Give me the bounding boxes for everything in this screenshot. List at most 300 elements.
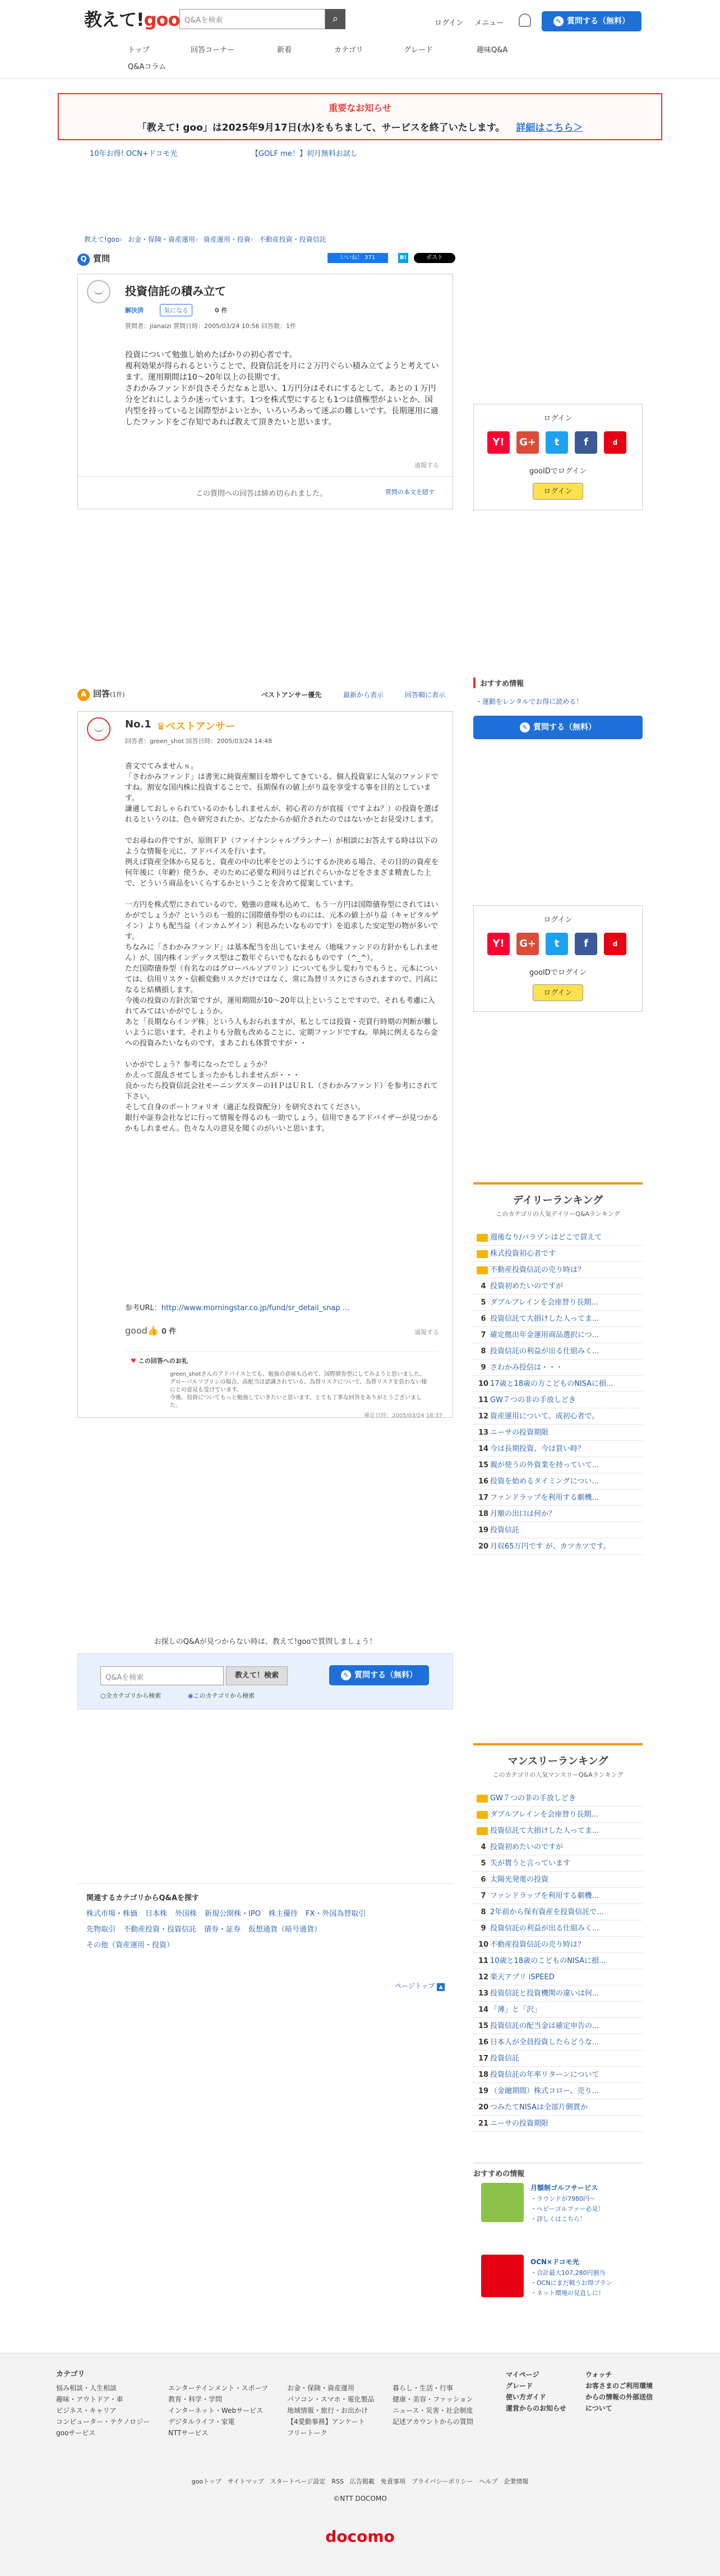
- ranking-item[interactable]: [473, 2050, 643, 2067]
- login-panel-2: [473, 905, 643, 1012]
- ranking-item[interactable]: [473, 1888, 643, 1904]
- ranking-item[interactable]: [473, 1229, 643, 1246]
- copyright: ©NTT DOCOMO: [333, 2495, 387, 2503]
- login-button-2[interactable]: ログイン: [533, 984, 583, 1001]
- watch-count: 0 件: [215, 307, 228, 314]
- crumb-invest[interactable]: 資産運用・投資: [203, 236, 251, 243]
- ranking-item-label: 投資初めたいのですが: [490, 1282, 564, 1291]
- rank-number: 13: [478, 1989, 489, 1998]
- twitter-login-icon[interactable]: t: [546, 431, 568, 454]
- crumb-money[interactable]: お金・保険・資産運用: [127, 236, 195, 243]
- bottom-ask-prompt: お探しのQ&Aが見つからない時は、教えて!gooで質問しましょう！: [154, 1638, 377, 1646]
- nav-hobby[interactable]: 趣味Q&A: [477, 46, 508, 54]
- best-label: ベストアンサー: [165, 721, 236, 732]
- ranking-item[interactable]: [473, 1343, 643, 1360]
- ranking-item-label: 不動産投資信託の売り時は？: [490, 1266, 585, 1274]
- rank-number: 12: [478, 1973, 489, 1981]
- rank-number: 17: [478, 2054, 489, 2063]
- related-categories: [77, 1883, 453, 1967]
- ranking-item-label: 投資信託の年率リターンについて: [490, 2071, 599, 2079]
- ranking-item[interactable]: [473, 1538, 643, 1555]
- thanks-body: green_shotさんのアドバイスとても、勉強の意味も込めて、国際債券型にしてみようと思いました。グローバルソブリンの場合、高配当は認識されている。為替リスクについて、為替リスクを負わない様にとの意見も受けています。 今後、投資についてもっと勉強していきたいと思います。とても丁寧な回答をありがとうございました。: [170, 1371, 427, 1409]
- crown-icon: [477, 1807, 490, 1823]
- arrow-up-icon: ▲: [437, 1983, 445, 1991]
- footer-bottom-link[interactable]: RSS: [331, 2478, 344, 2485]
- notice-title: 重要なお知らせ: [329, 103, 391, 113]
- footer-link[interactable]: コンピューター・テクノロジー: [56, 2418, 150, 2426]
- crown-icon: [477, 1229, 490, 1246]
- monthly-ranking-sub: このカテゴリの人気マンスリーQ&Aランキング: [492, 1771, 624, 1778]
- login-title-2: ログイン: [543, 916, 573, 924]
- ranking-item-label: ファンドラップを利用する劇機...: [490, 1892, 599, 1900]
- sidebar-ask-label: 質問する（無料）: [533, 723, 596, 732]
- thanks-label-text: この回答へのお礼: [138, 1357, 188, 1365]
- notice-detail-link[interactable]: 詳細はこちら＞: [516, 122, 583, 133]
- ranking-item[interactable]: [473, 1953, 643, 1969]
- ranking-item-label: 投資信託の利益が出る仕組みく...: [490, 1347, 599, 1356]
- logo-text: 教えて!: [84, 9, 144, 30]
- bottom-search-input[interactable]: Q&Aを検索: [100, 1666, 224, 1685]
- google-login-icon[interactable]: G+: [516, 431, 539, 454]
- pickup-link[interactable]: ・運動をレンタルでお得に読める！: [476, 698, 583, 706]
- rank-number: 16: [478, 1477, 489, 1486]
- ranking-item[interactable]: [473, 1376, 643, 1392]
- menu-link[interactable]: メニュー: [474, 19, 504, 27]
- ranking-item-label: 投資信託て大損けした人ってま...: [490, 1827, 599, 1835]
- question-meta: 質問者：jianaizi 質問日時：2005/03/24 10:56 回答数：1件: [125, 322, 297, 330]
- nav-category[interactable]: カテゴリ: [334, 46, 363, 54]
- bottom-search-button[interactable]: 教えて！検索: [226, 1666, 288, 1685]
- post-button[interactable]: ポスト: [414, 253, 455, 263]
- footer-link[interactable]: お客さまのご利用環境からの情報の外部送信について: [585, 2382, 653, 2412]
- ranking-item[interactable]: [473, 1490, 643, 1506]
- cat-link[interactable]: 不動産投資・投資信託: [123, 1925, 197, 1934]
- footer-link[interactable]: 使い方ガイド: [506, 2393, 546, 2401]
- docomo-login-icon[interactable]: d: [604, 933, 626, 955]
- hatena-button[interactable]: B!: [398, 253, 408, 263]
- ranking-item-label: ダブルブレインを会座替り長期...: [490, 1810, 598, 1819]
- ranking-item-label: ファンドラップを利用する劇機...: [490, 1494, 599, 1502]
- ad-link-golf[interactable]: 【GOLF me！】初月無料お試し: [251, 150, 358, 158]
- cat-link[interactable]: その他（資産運用・投資）: [86, 1941, 174, 1950]
- ranking-item-label: 投資を始めるタイミングについ...: [490, 1477, 599, 1486]
- ranking-item-label: 投資信託の利益が出る仕組みく...: [490, 1924, 599, 1933]
- ranking-item[interactable]: [473, 1506, 643, 1522]
- answer-section-header: [77, 688, 125, 702]
- footer-link[interactable]: インターネット・Webサービス: [168, 2407, 264, 2414]
- crumb-home[interactable]: 教えて!goo: [84, 236, 120, 243]
- footer-bottom-link[interactable]: ヘルプ: [479, 2478, 498, 2485]
- login-button[interactable]: ログイン: [533, 483, 583, 500]
- footer-link[interactable]: 教育・科学・学問: [168, 2395, 223, 2403]
- footer-link[interactable]: 健康・美容・ファッション: [393, 2395, 473, 2403]
- page-top-label: ページトップ: [395, 1982, 435, 1990]
- reference-url: [125, 1302, 349, 1312]
- pen-icon: ✎: [341, 1670, 351, 1680]
- rec-line: ・ヘビーゴルファー必見！: [530, 2205, 604, 2213]
- ranking-item-label: 株式投資初心者です: [490, 1250, 556, 1258]
- ranking-item-label: 10歳と18歳のこどものNISAに損...: [490, 1957, 606, 1965]
- ranking-item-label: 2年前から保有資産を投資信託で...: [490, 1908, 604, 1916]
- footer-col-title: カテゴリ: [56, 2370, 85, 2379]
- ranking-item-label: 日本人が全員投資したらどうな...: [490, 2038, 599, 2047]
- ranking-item[interactable]: [473, 1262, 643, 1278]
- footer-bottom-link[interactable]: 免責事項: [380, 2478, 405, 2485]
- ranking-item[interactable]: [473, 1790, 643, 1807]
- ranking-item[interactable]: [473, 1855, 643, 1872]
- rank-number: 7: [481, 1331, 486, 1339]
- thanks-label: [131, 1356, 188, 1365]
- rank-number: 5: [481, 1298, 486, 1307]
- footer-bottom-link[interactable]: 企業情報: [504, 2478, 529, 2485]
- google-login-icon[interactable]: G+: [516, 933, 539, 955]
- thumb-icon: 👍: [147, 1325, 159, 1336]
- page-top-link[interactable]: [395, 1981, 445, 1991]
- ranking-item-label: 今は長期投資、今は買い時？: [490, 1445, 585, 1453]
- login-title: ログイン: [543, 414, 573, 423]
- best-answer-badge: [156, 718, 236, 733]
- rank-number: 15: [478, 2022, 489, 2030]
- yahoo-login-icon[interactable]: Y!: [487, 431, 510, 454]
- rank-number: 10: [478, 1380, 489, 1388]
- ranking-item-label: 投資信託と投資機関の違いは何...: [490, 1989, 599, 1998]
- ranking-item-label: 失が貫うと言っています: [490, 1859, 571, 1868]
- header-links: [435, 17, 515, 27]
- ranking-item-label: ニーサの投資期限: [490, 2119, 549, 2128]
- ranking-item[interactable]: [473, 1920, 643, 1937]
- ranking-item[interactable]: [473, 1937, 643, 1953]
- footer-link[interactable]: ビジネス・キャリア: [56, 2407, 117, 2414]
- rank-number: 9: [481, 1363, 486, 1372]
- thanks-meta: 補足日時：2005/03/24 18:37: [364, 1413, 442, 1419]
- ranking-item[interactable]: [473, 2083, 643, 2099]
- answer-number: No.1: [125, 718, 151, 730]
- ask-question-button[interactable]: [542, 11, 641, 31]
- rank-number: 10: [478, 1941, 489, 1949]
- nav-grade[interactable]: グレード: [404, 46, 433, 54]
- ranking-item[interactable]: [473, 1457, 643, 1473]
- recommend-golf-title[interactable]: 月額制ゴルフサービス: [530, 2184, 598, 2192]
- ranking-item[interactable]: [473, 1823, 643, 1839]
- closed-notice: この質問への回答は締め切られました。: [196, 490, 327, 498]
- daily-ranking-sub: このカテゴリの人気デイリーQ&Aランキング: [496, 1210, 620, 1218]
- radio-all[interactable]: [100, 1691, 161, 1700]
- rank-number: 14: [478, 1445, 489, 1453]
- good-count: 0 件: [161, 1328, 177, 1336]
- rank-number: 14: [478, 2006, 489, 2014]
- rank-number: 5: [481, 1859, 486, 1868]
- rank-number: 13: [478, 1428, 489, 1437]
- ranking-item[interactable]: [473, 1904, 643, 1920]
- rec-line: ・ネット環境の見直しに！: [530, 2289, 604, 2297]
- rank-number: 20: [478, 1542, 489, 1551]
- docomo-login-icon[interactable]: d: [604, 431, 626, 454]
- ask-label: 質問する（無料）: [567, 17, 630, 26]
- sort-new[interactable]: 最新から表示: [343, 691, 384, 699]
- recommend-title: おすすめの情報: [473, 2163, 643, 2178]
- breadcrumb: 教えて!goo› お金・保険・資産運用› 資産運用・投資› 不動産投資・投資信託: [84, 236, 326, 243]
- ranking-item[interactable]: [473, 2034, 643, 2050]
- watch-button[interactable]: 気になる: [160, 304, 192, 316]
- bottom-ask-button[interactable]: [329, 1665, 429, 1685]
- footer-col-1: [56, 2369, 150, 2439]
- bottom-ask-panel: [77, 1653, 453, 1709]
- ranking-item[interactable]: [473, 2018, 643, 2034]
- ranking-item-label: 月額の出口は何か？: [490, 1510, 556, 1518]
- ranking-item-label: GW７つの非の手放しどき: [490, 1794, 576, 1803]
- search-input[interactable]: Q&Aを検索: [179, 9, 325, 29]
- answer-report-link[interactable]: 通報する: [414, 1329, 439, 1336]
- ad-link-ocn[interactable]: 10年お得! OCN+ドコモ光: [90, 150, 178, 158]
- crown-icon: ♛: [156, 721, 166, 732]
- ranking-item-label: ニーサの投資期限: [490, 1428, 549, 1437]
- ranking-item[interactable]: [473, 1392, 643, 1408]
- ranking-item[interactable]: [473, 1425, 643, 1441]
- answer-box: [77, 711, 453, 1418]
- cat-link[interactable]: 外国株: [175, 1910, 197, 1918]
- rank-number: 9: [481, 1924, 486, 1933]
- cat-link[interactable]: 新規公開株・IPO: [205, 1910, 261, 1918]
- footer-link[interactable]: お金・保険・資産運用: [287, 2384, 355, 2392]
- report-link[interactable]: 通報する: [414, 462, 439, 469]
- service-end-notice: [58, 93, 662, 140]
- ranking-item[interactable]: [473, 1969, 643, 1985]
- footer-link[interactable]: 記述アカウントからの質問: [393, 2418, 473, 2426]
- notice-body: 「教えて! goo」は2025年9月17日(水)をもちまして、サービスを終了いたします。: [137, 122, 505, 133]
- ranking-item-label: 月収65万円です が、カツカツです。: [490, 1542, 611, 1551]
- footer-link[interactable]: 地域情報・旅行・お出かけ: [287, 2407, 368, 2414]
- related-title: 関連するカテゴリからQ&Aを探す: [86, 1894, 199, 1902]
- radio-all-icon: ○: [100, 1692, 106, 1699]
- crown-icon: [477, 1246, 490, 1262]
- rank-number: 6: [481, 1875, 486, 1884]
- ranking-item[interactable]: [473, 1473, 643, 1490]
- footer-col-4: [393, 2383, 473, 2427]
- pickup-title: おすすめ情報: [473, 678, 643, 688]
- sidebar-ask-button[interactable]: [473, 716, 643, 739]
- rec-line: ・OCNにまだ戦うお得プラン: [530, 2279, 612, 2287]
- thanks-block: [125, 1351, 439, 1407]
- footer-link[interactable]: 暮らし・生活・行事: [393, 2384, 454, 2392]
- rank-number: 8: [481, 1908, 486, 1916]
- crown-icon: [477, 1262, 490, 1278]
- footer-link[interactable]: 【4愛動事務】アンケート: [287, 2418, 365, 2426]
- ranking-item[interactable]: [473, 1872, 643, 1888]
- facebook-login-icon[interactable]: f: [575, 431, 597, 454]
- footer-link[interactable]: エンターテインメント・スポーツ: [168, 2384, 268, 2392]
- ranking-item[interactable]: [473, 1278, 643, 1294]
- ranking-item-label: 投資信託: [490, 2054, 520, 2063]
- rank-number: 4: [481, 1843, 486, 1851]
- footer-link[interactable]: 運営からのお知らせ: [506, 2404, 566, 2412]
- nav-new[interactable]: 新着: [277, 46, 292, 54]
- ranking-item-label: さわかみ投信は・・・: [490, 1363, 564, 1372]
- footer-bottom-link[interactable]: gooトップ: [191, 2478, 221, 2485]
- heart-icon: ♥: [131, 1357, 136, 1365]
- monthly-ranking-title: マンスリーランキング: [507, 1755, 608, 1767]
- footer-bottom-links: [0, 2477, 720, 2486]
- question-title: 投資信託の積み立て: [125, 284, 226, 298]
- answer-meta: 回答者：green_shot 回答日時：2005/03/24 14:48: [125, 738, 273, 745]
- answer-count: (1件): [110, 691, 125, 698]
- ranking-item-label: 週後なり/パラゾンはどこで買えて: [490, 1233, 602, 1242]
- cat-link[interactable]: 株式市場・株価: [86, 1910, 138, 1918]
- ranking-item-label: 親が使うの外資業を持っていて...: [490, 1461, 599, 1469]
- rank-number: 11: [478, 1957, 489, 1965]
- ref-url-link[interactable]: http://www.morningstar.co.jp/fund/sr_detail_snap ...: [161, 1304, 350, 1312]
- rank-number: 7: [481, 1892, 486, 1900]
- rank-number: 4: [481, 1282, 486, 1291]
- rank-number: 18: [478, 1510, 489, 1518]
- ranking-item-label: 太陽光発電の投資: [490, 1875, 549, 1884]
- ranking-item[interactable]: [473, 1985, 643, 2002]
- ranking-item[interactable]: [473, 1408, 643, 1425]
- ocn-thumbnail[interactable]: [481, 2255, 524, 2297]
- site-logo[interactable]: [84, 6, 179, 31]
- nav-top[interactable]: トップ: [128, 46, 150, 54]
- footer-link[interactable]: マイページ: [506, 2371, 539, 2379]
- cat-link[interactable]: 債券・証券: [204, 1925, 241, 1934]
- status-badge: 解決済: [125, 307, 144, 314]
- radio-cat[interactable]: [188, 1691, 255, 1700]
- ranking-item[interactable]: [473, 1294, 643, 1311]
- rank-number: 17: [478, 1494, 489, 1502]
- cat-link[interactable]: 株主優待: [268, 1910, 298, 1918]
- footer-link[interactable]: グレード: [506, 2382, 533, 2390]
- ranking-item[interactable]: [473, 2067, 643, 2083]
- cat-link[interactable]: 仮想通貨（暗号通貨）: [248, 1925, 322, 1934]
- crumb-fund[interactable]: 不動産投資・投資信託: [259, 236, 326, 243]
- ranking-item[interactable]: [473, 2002, 643, 2018]
- nav-column[interactable]: Q&Aコラム: [128, 63, 167, 71]
- good-button[interactable]: [125, 1325, 176, 1336]
- avatar: [87, 717, 110, 741]
- footer-link[interactable]: gooサービス: [56, 2429, 96, 2437]
- rank-number: 15: [478, 1461, 489, 1469]
- ranking-item-label: 確定拠出年金運用商品選択につ...: [490, 1331, 599, 1339]
- footer-col-6: [585, 2369, 658, 2414]
- rank-number: 8: [481, 1347, 486, 1356]
- search-icon[interactable]: ⌕: [325, 9, 345, 29]
- bottom-ask-label: 質問する（無料）: [354, 1671, 417, 1680]
- rec-line: ・合計最大107,280円割当: [530, 2269, 606, 2277]
- ranking-item[interactable]: [473, 1807, 643, 1823]
- rank-number: 18: [478, 2071, 489, 2079]
- hide-body-link[interactable]: 質問の本文を隠す: [385, 489, 435, 496]
- like-button[interactable]: いいね！ 371: [327, 253, 388, 263]
- ranking-item-label: 17歳と18歳の方こどものNISAに損...: [490, 1380, 613, 1388]
- pen-icon: ✎: [520, 722, 530, 732]
- ranking-item[interactable]: [473, 2116, 643, 2132]
- ranking-item-label: 投資信託: [490, 1526, 520, 1534]
- avatar: [87, 280, 110, 303]
- sort-best[interactable]: ベストアンサー優先: [261, 691, 322, 699]
- rank-number: 11: [478, 1396, 489, 1404]
- ranking-item[interactable]: [473, 1360, 643, 1376]
- twitter-login-icon[interactable]: t: [546, 933, 568, 955]
- footer-link[interactable]: ウォッチ: [585, 2371, 612, 2379]
- question-section-header: [77, 252, 110, 267]
- related-row-3: [86, 1939, 182, 1950]
- rank-number: 20: [478, 2103, 489, 2112]
- related-row-1: [86, 1907, 373, 1918]
- footer-bottom-link[interactable]: スタートページ設定: [270, 2478, 326, 2485]
- recommend-ocn-title[interactable]: OCN×ドコモ光: [530, 2258, 579, 2266]
- footer-link[interactable]: NTTサービス: [168, 2429, 209, 2437]
- nav-answers[interactable]: 回答コーナー: [191, 46, 235, 54]
- yahoo-login-icon[interactable]: Y!: [487, 933, 510, 955]
- answer-icon: A: [77, 689, 90, 701]
- ranking-item-label: 投資初めたいのですが: [490, 1843, 564, 1851]
- rank-number: 12: [478, 1412, 489, 1421]
- radio-all-label: 全カテゴリから検索: [105, 1692, 161, 1699]
- ranking-item[interactable]: [473, 1839, 643, 1855]
- rank-number: 19: [478, 1526, 489, 1534]
- ranking-item-label: 楽天アプリ iSPEED: [490, 1973, 555, 1981]
- footer-bottom-link[interactable]: プライバシーポリシー: [411, 2478, 473, 2485]
- ranking-item-label: 不動産投資信託の売り時は？: [490, 1941, 585, 1949]
- ranking-item[interactable]: [473, 2099, 643, 2116]
- recommend-ocn-lines: [530, 2268, 612, 2298]
- facebook-login-icon[interactable]: f: [575, 933, 597, 955]
- footer-link[interactable]: ニュース・災害・社会制度: [393, 2407, 473, 2414]
- ranking-item-label: ダブルブレインを会座替り長期...: [490, 1298, 598, 1307]
- rec-line: ・ラウンドが7980円～: [530, 2195, 596, 2202]
- question-icon: Q: [77, 254, 90, 266]
- ranking-item-label: つみたてNISAは全部片側貫か: [490, 2103, 588, 2112]
- rank-number: 19: [478, 2087, 489, 2095]
- cat-link[interactable]: FX・外国為替取引: [305, 1910, 366, 1918]
- footer-col-3: [287, 2383, 375, 2439]
- question-body: 投資について勉強し始めたばかりの初心者です。 複利効果が得られるということで、投資信託を月に２万円ぐらい積み立てようと考えています。運用期間は10〜20年以上の長期です。 さわかみファンドが良さそうだなぁと思い、1万円分はそれにするとして、あとの１万円分をどれにしようか迷っています。1つを株式型にするとも1つは債権型がよいとか、国内型を持っていると国際型がよいとか、いろいろあって迷ぶの難しいです。長期運用に適したファンドをご存知であれば教えて頂きたいと思います。: [125, 351, 439, 427]
- footer-link[interactable]: フリートーク: [287, 2429, 327, 2437]
- question-box: [77, 274, 453, 509]
- recommend-golf-lines: [530, 2194, 604, 2224]
- footer-link[interactable]: パソコン・スマホ・電化製品: [287, 2395, 375, 2403]
- ranking-item[interactable]: [473, 1522, 643, 1538]
- bell-icon[interactable]: [519, 13, 531, 27]
- login-link[interactable]: ログイン: [435, 19, 464, 27]
- rank-number: 16: [478, 2038, 489, 2047]
- footer-bottom-link[interactable]: サイトマップ: [227, 2478, 264, 2485]
- answer-body: 喜文でてみませんｓ。 「さわかみファンド」は書実に純資産額目を増やしてきている、個人投資家に人気のファンドですね。割安な国内株に投資することで、長期保有の値上がり益を享受する事を目的としています。 謙遜しておしゃられているのかもしれませんが、初心者の方が直接（ですよね？）の投資を選ばれるというのは、色々研究されたか、どなたからか紹介されたのではないかとお見受けします。 でお尋ねの件ですが、原則ＦＰ（ファイナンシャルプランナー）が相談にお答えする時は以下のような情報を元に、アドバイスを行います。 例えば資産全体から見ると、資産の中の比率をどのようにするか決める場合、その目的の資産を何年後に（年齢）使うか、そのために必要な利回りはどれぐらいかなどをさまざま精査した上で、どういう商品をいくらするかということを含めて提案しています。 一方円を株式型にされているので、勉強の意味も込めて、もう一方円は国際債券型にされてはいかがでしょうか？というのも一般的に国際債券型のものには、元本の値上がり益（キャピタルゲイン）よりも配当益（インカムゲイン）利息みたいなものです）を追求した安定型の物が多いです。 ちなみに「さわかみファンド」は基本配当を出していません（地味ファンドの方針かもしれません）が、国内株インデックス型はご数年ぐらいでもなれるものです（^_^）。 ただ国際債券型（有名なのはグローバルソブリン）についても少し変わりでもうと、元本については、信用リスク・信頼変動リスクだけではなく、常に為替リスクにさらされますので、円高になると結構損します。 今後の投資の方針次第ですが、運用期間が10〜20年以上ということですので、それも考慮に入れてみてはいかがでしょうか。 あと「長期ならインデ株」という人もおられますが、私としては投資・売買行時期の判断が難しいように思います。それよりも分散も改めることに、定期ファンドですね。単純に例えるなら金への投資みたいなものです。まあこれも体質ですが・・ いかがでしょう？参考になったでしょうか？ かえって混乱させてしまったかもしれませんが・・・ 良かったら投資信託会社モーニングスターのＨＰはＵＲＬ（さわかみファンド）を参考にされて下さい。 そして自身のポートフォリオ（適正な投資配分）を研究されてください。 銀行や証券会社などに行って情報を得るのも一助でしょう。信用できるアドバイザーが見つかるかもしれません。色々な人の意見を聞くのがいいと思います。: [125, 762, 439, 1133]
- ranking-item[interactable]: [473, 1441, 643, 1457]
- notice-text: [59, 119, 661, 133]
- footer-link[interactable]: 悩み相談・人生相談: [56, 2384, 117, 2392]
- crown-icon: [477, 1790, 490, 1807]
- ranking-item[interactable]: [473, 1311, 643, 1327]
- ranking-item-label: （金融期間）株式コロー、売り...: [490, 2087, 599, 2095]
- ranking-item[interactable]: [473, 1246, 643, 1262]
- site-header: [0, 0, 720, 79]
- golf-thumbnail[interactable]: [481, 2183, 524, 2222]
- cat-link[interactable]: 日本株: [145, 1910, 168, 1918]
- rec-line: ・詳しくはこちら！: [530, 2215, 586, 2223]
- ranking-item[interactable]: [473, 1327, 643, 1343]
- radio-cat-icon: ◉: [188, 1692, 193, 1699]
- footer-col-2: [168, 2383, 268, 2439]
- rank-number: 6: [481, 1315, 486, 1323]
- cat-link[interactable]: 先物取引: [86, 1925, 116, 1934]
- footer-link[interactable]: デジタルライフ・家電: [168, 2418, 235, 2426]
- pen-icon: ✎: [553, 16, 564, 26]
- docomo-logo[interactable]: docomo: [325, 2527, 395, 2546]
- footer-bottom-link[interactable]: 広告掲載: [349, 2478, 375, 2485]
- login-panel: [473, 404, 643, 510]
- footer-link[interactable]: 趣味・アウトドア・車: [56, 2395, 123, 2403]
- ranking-item-label: 投資信託て大損けした人ってま...: [490, 1315, 599, 1323]
- sort-old[interactable]: 回答順に表示: [405, 691, 446, 699]
